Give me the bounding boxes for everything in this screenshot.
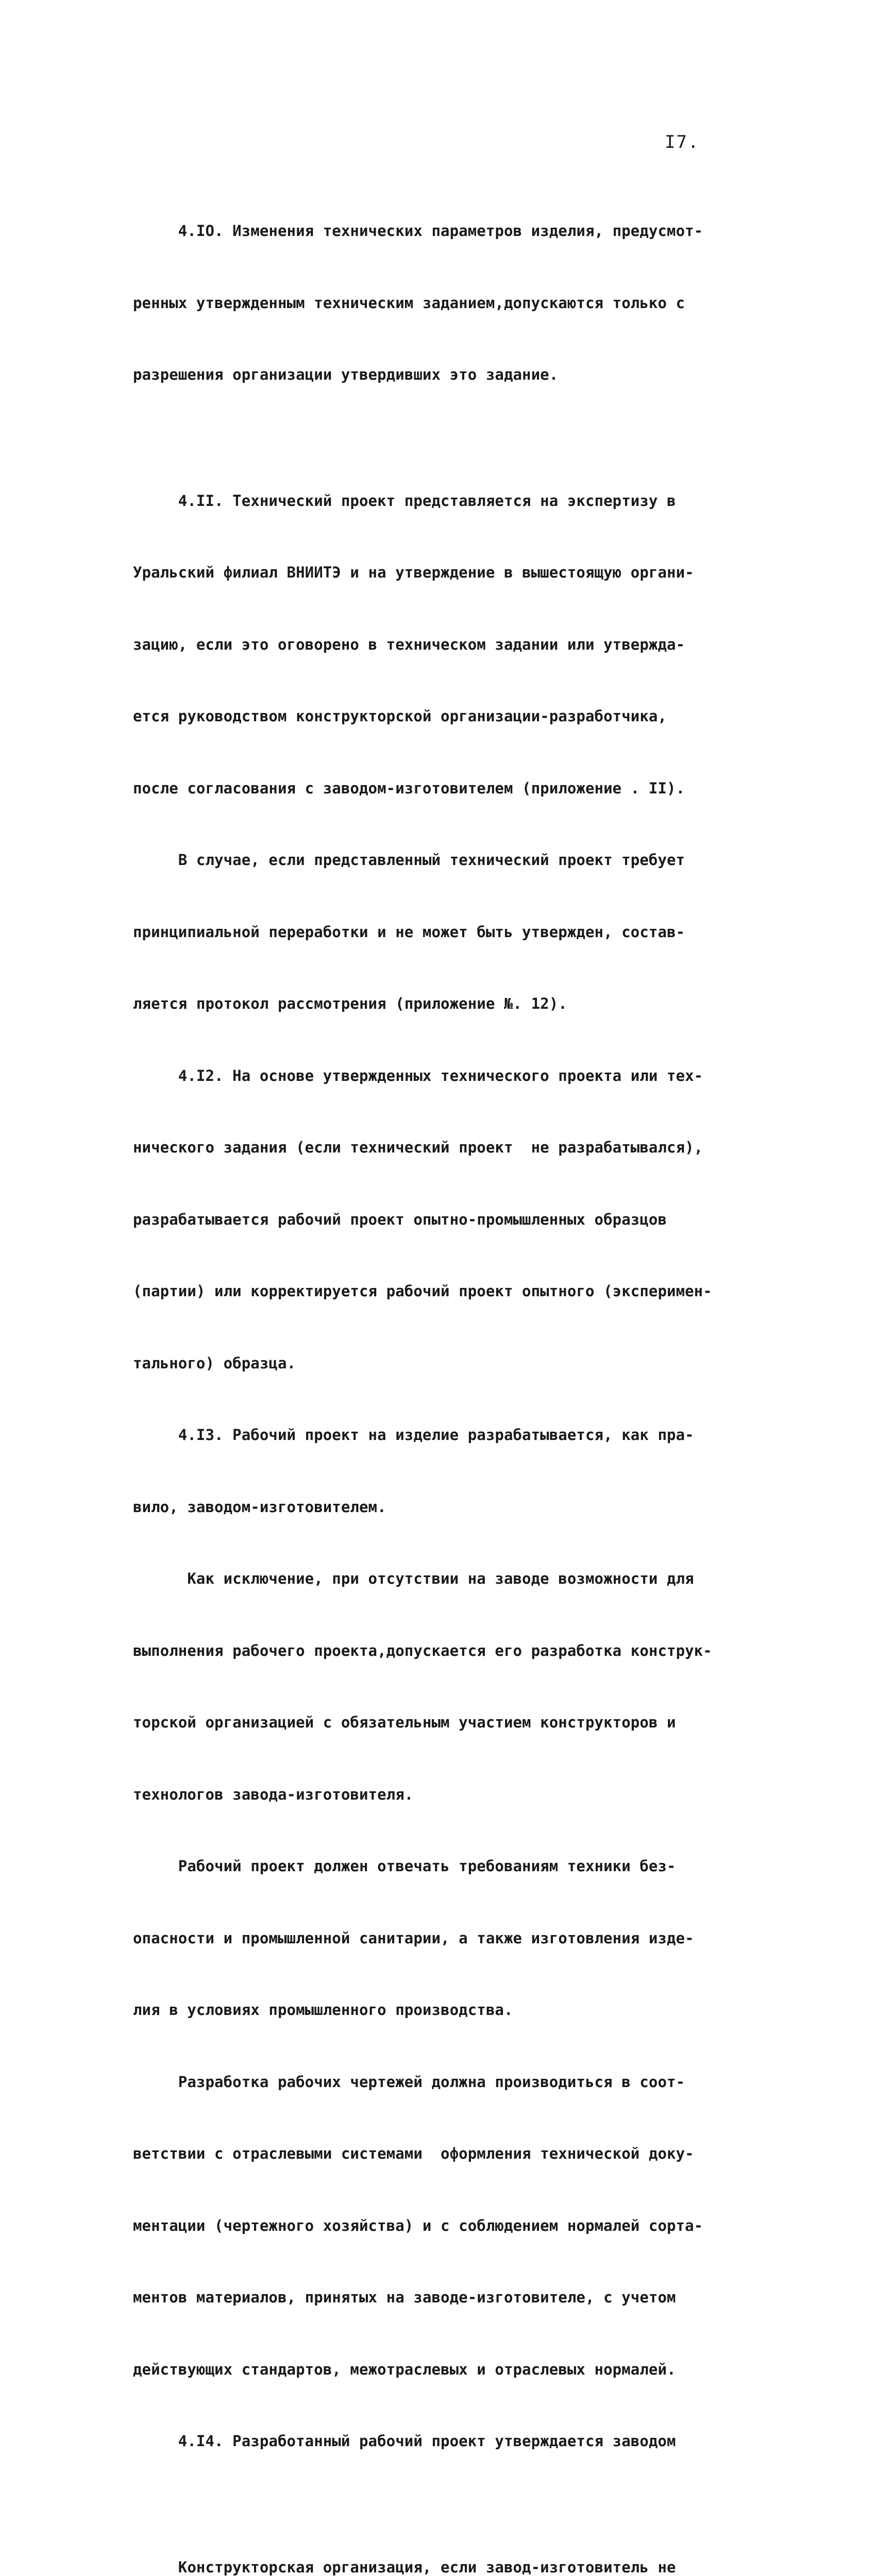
text-line: ренных утвержденным техническим заданием,допускаются только с — [133, 291, 766, 315]
text-line: ментации (чертежного хозяйства) и с соблюдением нормалей сорта- — [133, 2214, 766, 2238]
text-line: ментов материалов, принятых на заводе-изготовителе, с учетом — [133, 2285, 766, 2310]
text-line: лия в условиях промышленного производства. — [133, 1998, 766, 2022]
text-line: торской организацией с обязательным участием конструкторов и — [133, 1710, 766, 1735]
text-line: 4.I4. Разработанный рабочий проект утверждается заводом — [133, 2429, 766, 2453]
text-line: Конструкторская организация, если завод-изготовитель не — [133, 2555, 766, 2576]
text-line: технологов завода-изготовителя. — [133, 1783, 766, 1807]
document-body — [133, 171, 766, 2576]
text-line: ветствии с отраслевыми системами оформления технической доку- — [133, 2142, 766, 2166]
text-line: вило, заводом-изготовителем. — [133, 1495, 766, 1519]
text-line: Рабочий проект должен отвечать требованиям техники без- — [133, 1854, 766, 1878]
text-line: В случае, если представленный технический проект требует — [133, 848, 766, 872]
text-line: 4.IO. Изменения технических параметров изделия, предусмот- — [133, 219, 766, 243]
text-line: (партии) или корректируется рабочий проект опытного (эксперимен- — [133, 1279, 766, 1303]
text-line: выполнения рабочего проекта,допускается его разработка конструк- — [133, 1639, 766, 1663]
text-line: Разработка рабочих чертежей должна производиться в соот- — [133, 2070, 766, 2094]
document-page — [0, 0, 876, 1217]
text-line: разрабатывается рабочий проект опытно-промышленных образцов — [133, 1208, 766, 1232]
text-line: опасности и промышленной санитарии, а также изготовления изде- — [133, 1926, 766, 1951]
text-line: действующих стандартов, межотраслевых и отраслевых нормалей. — [133, 2358, 766, 2382]
paragraph-design-org — [133, 2507, 766, 2576]
text-line: разрешения организации утвердивших это задание. — [133, 363, 766, 387]
text-line: 4.II. Технический проект представляется на экспертизу в — [133, 489, 766, 513]
page-number: I7. — [665, 132, 699, 152]
text-line: после согласования с заводом-изготовителем (приложение . II). — [133, 776, 766, 801]
text-line: ляется протокол рассмотрения (приложение №. 12). — [133, 992, 766, 1016]
paragraph-4-10 — [133, 171, 766, 435]
paragraph-4-11-to-4-14 — [133, 441, 766, 2501]
text-line: Уральский филиал ВНИИТЭ и на утверждение в вышестоящую органи- — [133, 561, 766, 585]
text-line: ется руководством конструкторской организации-разработчика, — [133, 704, 766, 728]
text-line: Как исключение, при отсутствии на заводе возможности для — [133, 1567, 766, 1591]
text-line: 4.I3. Рабочий проект на изделие разрабатывается, как пра- — [133, 1423, 766, 1447]
text-line: принципиальной переработки и не может быть утвержден, состав- — [133, 920, 766, 944]
text-line: зацию, если это оговорено в техническом задании или утвержда- — [133, 633, 766, 657]
text-line: 4.I2. На основе утвержденных технического проекта или тех- — [133, 1064, 766, 1088]
text-line: нического задания (если технический проект не разрабатывался), — [133, 1136, 766, 1160]
text-line: тального) образца. — [133, 1351, 766, 1376]
